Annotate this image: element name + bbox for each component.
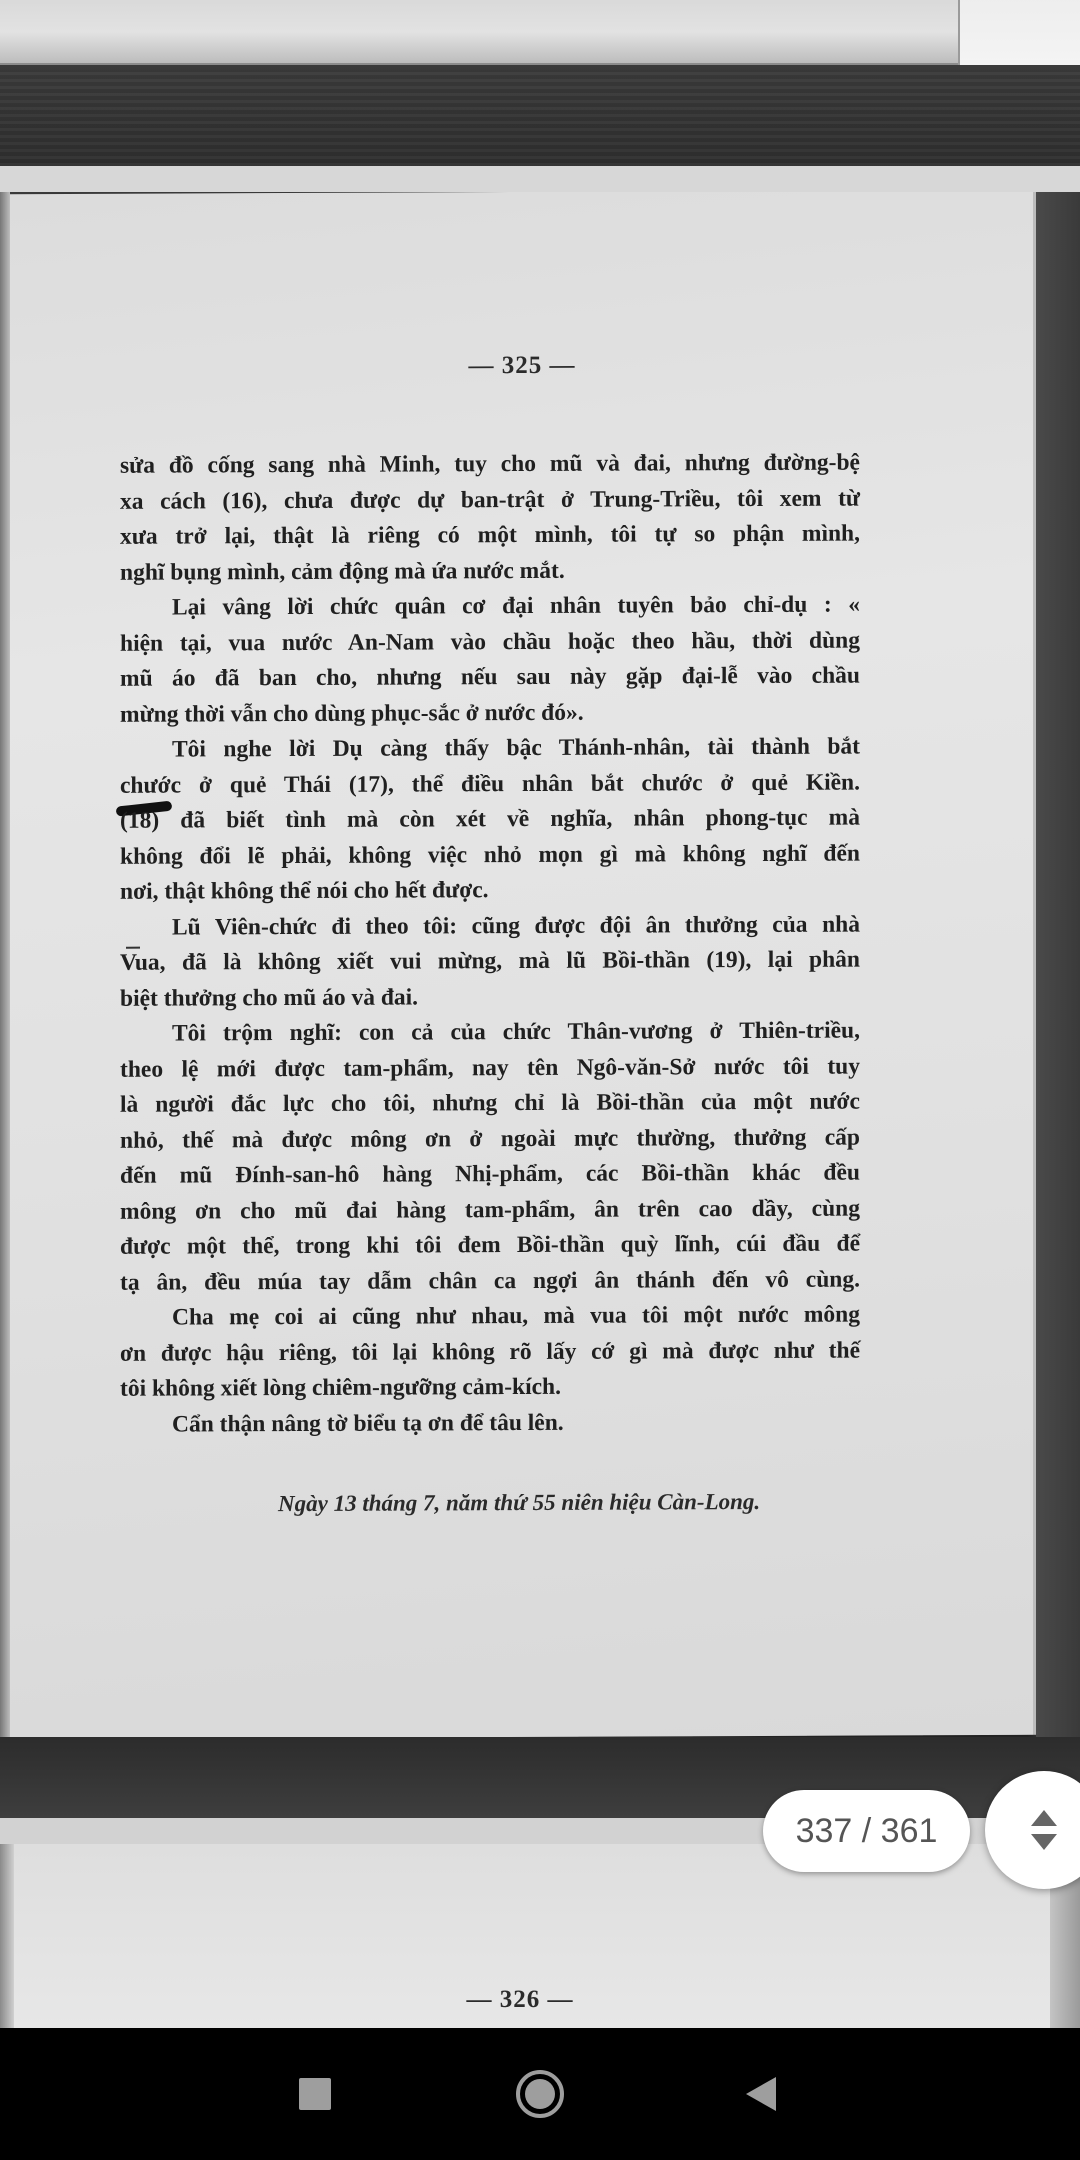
back-button[interactable] — [728, 2061, 794, 2127]
text-line: nhỏ, thế mà được mông ơn ở ngoài mực thường, thưởng cấp — [120, 1124, 860, 1154]
page-right-margin — [1036, 192, 1080, 1818]
text-line: Cẩn thận nâng tờ biểu tạ ơn để tâu lên. — [172, 1409, 564, 1438]
next-page-number-header: — 326 — — [466, 1986, 574, 2013]
signoff-date: Ngày 13 tháng 7, năm thứ 55 niên hiệu Càn-Long. — [278, 1488, 761, 1517]
text-line: mũ áo đã ban cho, nhưng nếu sau này gặp đại-lễ vào chầu — [120, 662, 860, 692]
page-left-edge — [0, 192, 10, 1752]
text-line: đến mũ Đính-san-hô hàng Nhị-phẩm, các Bồi-thần khác đều — [120, 1159, 860, 1189]
triangle-back-icon — [744, 2075, 778, 2113]
text-line: hiện tại, vua nước An-Nam vào chầu hoặc theo hầu, thời dùng — [120, 627, 860, 657]
text-line: xưa trở lại, thật là riêng có một mình, tôi tự so phận mình, — [120, 520, 860, 550]
text-line: Lũ Viên-chức đi theo tôi: cũng được đội ân thưởng của nhà — [172, 911, 860, 941]
text-line: nghĩ bụng mình, cảm động mà ứa nước mắt. — [120, 557, 565, 586]
page-body-text — [120, 446, 860, 1443]
desk-background — [0, 70, 1080, 166]
text-line: Lại vâng lời chức quân cơ đại nhân tuyên bảo chỉ-dụ : « — [172, 591, 860, 621]
up-down-arrows-icon — [1029, 1808, 1059, 1852]
text-line: Cha mẹ coi ai cũng như nhau, mà vua tôi một nước mông — [172, 1301, 860, 1331]
circle-icon — [515, 2069, 565, 2119]
previous-page-partial — [0, 0, 1080, 166]
page-counter-badge: 337 / 361 — [763, 1790, 970, 1872]
home-button[interactable] — [507, 2061, 573, 2127]
text-line: Tôi nghe lời Dụ càng thấy bậc Thánh-nhân, tài thành bắt — [172, 733, 860, 763]
previous-page-paper — [0, 0, 1080, 65]
text-line: sửa đồ cống sang nhà Minh, tuy cho mũ và đai, nhưng đường-bệ — [120, 449, 860, 479]
text-line: Tôi trộm nghĩ: con cả của chức Thân-vương ở Thiên-triều, — [172, 1017, 860, 1047]
page-number-header: — 325 — — [468, 351, 576, 380]
text-line: xa cách (16), chưa được dự ban-trật ở Trung-Triều, tôi xem từ — [120, 485, 860, 515]
text-line: mừng thời vẫn cho dùng phục-sắc ở nước đó». — [120, 699, 584, 728]
text-line: (18) đã biết tình mà còn xét về nghĩa, nhân phong-tục mà — [120, 804, 860, 834]
text-line: không đổi lẽ phải, không việc nhỏ mọn gì mà không nghĩ đến — [120, 840, 860, 870]
text-line: là người đắc lực cho tôi, nhưng chỉ là Bồi-thần của một nước — [120, 1088, 860, 1118]
text-line: mông ơn cho mũ đai hàng tam-phẩm, ân trên cao dầy, cùng — [120, 1195, 860, 1225]
page-separator-top — [0, 166, 1080, 192]
text-line: tôi không xiết lòng chiêm-ngưỡng cảm-kích. — [120, 1373, 561, 1402]
text-line: tạ ân, đều múa tay dẫm chân ca ngợi ân thánh đến vô cùng. — [120, 1266, 860, 1296]
text-line: theo lệ mới được tam-phẩm, nay tên Ngô-văn-Sở nước tôi tuy — [120, 1053, 860, 1083]
text-line: ơn được hậu riêng, tôi lại không rõ lấy cớ gì mà được như thế — [120, 1337, 860, 1367]
current-page-scan[interactable] — [0, 192, 1080, 1818]
recents-button[interactable] — [282, 2061, 348, 2127]
text-line: nơi, thật không thể nói cho hết được. — [120, 877, 489, 905]
system-navigation-bar — [0, 2028, 1080, 2160]
square-icon — [298, 2077, 332, 2111]
text-line: chước ở quẻ Thái (17), thể điều nhân bắt chước ở quẻ Kiền. — [120, 769, 860, 799]
text-line: được một thể, trong khi tôi đem Bồi-thần quỳ lĩnh, cúi đầu để — [120, 1230, 860, 1260]
text-line: Vua, đã là không xiết vui mừng, mà lũ Bồi-thần (19), lại phân — [120, 946, 860, 976]
text-line: biệt thưởng cho mũ áo và đai. — [120, 983, 419, 1012]
page-paper — [8, 192, 1036, 1739]
